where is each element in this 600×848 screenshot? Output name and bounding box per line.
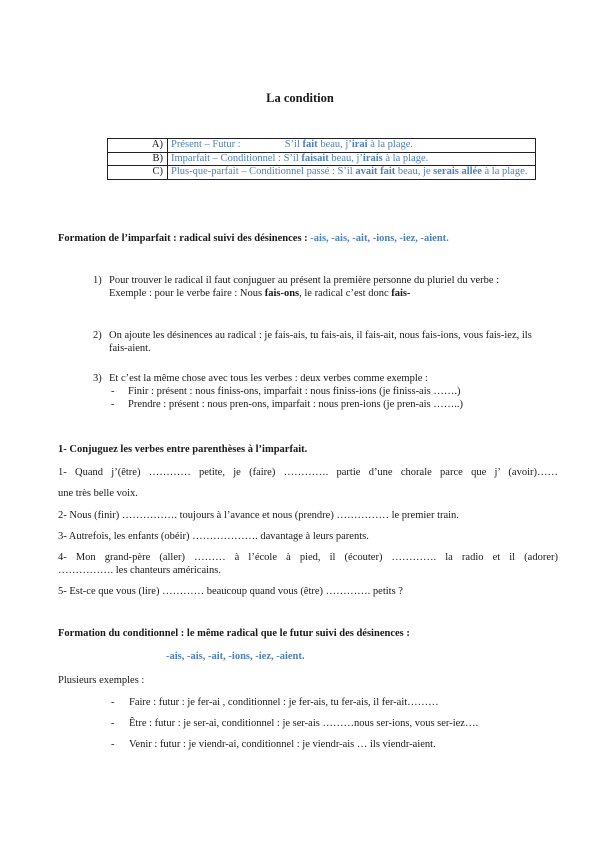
exercise-line: une très belle voix. <box>58 488 138 499</box>
page-title: La condition <box>266 91 334 105</box>
dash-bullet: - <box>111 399 115 410</box>
row-label: C) <box>108 166 168 180</box>
list-item <box>93 372 543 411</box>
imparfait-heading: Formation de l’imparfait : radical suivi des désinences : -ais, -ais, -ait, -ions, -iez, -aient. <box>58 233 449 244</box>
tense-label: Présent – Futur : <box>171 139 241 150</box>
list-item <box>111 739 551 750</box>
list-number: 1) <box>93 275 102 286</box>
row-content: Plus-que-parfait – Conditionnel passé : S’il avait fait beau, je serais allée à la plage. <box>168 166 536 180</box>
exercise-line: 4- Mon grand-père (aller) ……… à l’école à pied, il (écouter) …………. la radio et il (adorer) <box>58 552 558 563</box>
step-text: On ajoute les désinences au radical : je fais-ais, tu fais-ais, il fais-ait, nous fais-ions, vous fais-iez, ils fais-aient. <box>109 330 532 354</box>
list-number: 2) <box>93 330 102 341</box>
row-label: A) <box>108 139 168 153</box>
conditionnel-endings: -ais, -ais, -ait, -ions, -iez, -aient. <box>166 651 305 662</box>
tense-label: Imparfait – Conditionnel : <box>171 152 281 164</box>
sub-item: - Prendre : présent : nous pren-ons, imparfait : nous pren-ions (je pren-ais ……..) <box>111 399 464 410</box>
sub-item: - Finir : présent : nous finiss-ons, imparfait : nous finiss-ions (je finiss-ais …….) <box>111 386 461 397</box>
list-item <box>111 697 551 708</box>
exercise-heading: 1- Conjuguez les verbes entre parenthèses à l’imparfait. <box>58 444 308 455</box>
list-item <box>93 329 543 355</box>
exercise-line: 2- Nous (finir) ……………. toujours à l’avance et nous (prendre) …………… le premier train. <box>58 510 459 521</box>
exercise-line: 1- Quand j’(être) ………… petite, je (faire) …………. partie d’une chorale parce que j’ (avoir)…… <box>58 467 558 478</box>
conditionnel-heading: Formation du conditionnel : le même radical que le futur suivi des désinences : <box>58 628 410 639</box>
list-item <box>111 718 551 729</box>
step-text: Et c’est la même chose avec tous les verbes : deux verbes comme exemple : <box>109 373 428 384</box>
table-row <box>108 139 536 153</box>
step-text: Pour trouver le radical il faut conjuguer au présent la première personne du pluriel du verbe : <box>109 275 500 286</box>
dash-bullet: - <box>111 718 115 729</box>
dash-bullet: - <box>111 739 115 750</box>
examples-intro: Plusieurs exemples : <box>58 675 145 686</box>
list-number: 3) <box>93 373 102 384</box>
exercise-line: 5- Est-ce que vous (lire) ………… beaucoup quand vous (être) …………. petits ? <box>58 586 403 597</box>
imparfait-endings: -ais, -ais, -ait, -ions, -iez, -aient. <box>310 233 449 244</box>
table-row <box>108 166 536 180</box>
tense-label: Plus-que-parfait – Conditionnel passé : <box>171 166 335 177</box>
exercise-line: 3- Autrefois, les enfants (obéir) ………………. davantage à leurs parents. <box>58 531 369 542</box>
dash-bullet: - <box>111 697 115 708</box>
example-text: Venir : futur : je viendr-ai, conditionnel : je viendr-ais … ils viendr-aient. <box>129 739 436 750</box>
row-label: B) <box>108 152 168 166</box>
row-content: Présent – Futur : S’il fait beau, j’irai à la plage. <box>168 139 536 153</box>
step-example: Exemple : pour le verbe faire : Nous fais-ons, le radical c’est donc fais- <box>109 288 411 299</box>
dash-bullet: - <box>111 386 115 397</box>
row-content: Imparfait – Conditionnel : S’il faisait beau, j’irais à la plage. <box>168 152 536 166</box>
example-text: Faire : futur : je fer-ai , conditionnel : je fer-ais, tu fer-ais, il fer-ait……… <box>129 697 439 708</box>
list-item <box>93 274 543 300</box>
example-text: Être : futur : je ser-ai, conditionnel : je ser-ais ………nous ser-ions, vous ser-iez…. <box>129 718 479 729</box>
exercise-line: ……………. les chanteurs américains. <box>58 565 221 576</box>
table-row <box>108 152 536 166</box>
tense-table <box>107 138 536 180</box>
